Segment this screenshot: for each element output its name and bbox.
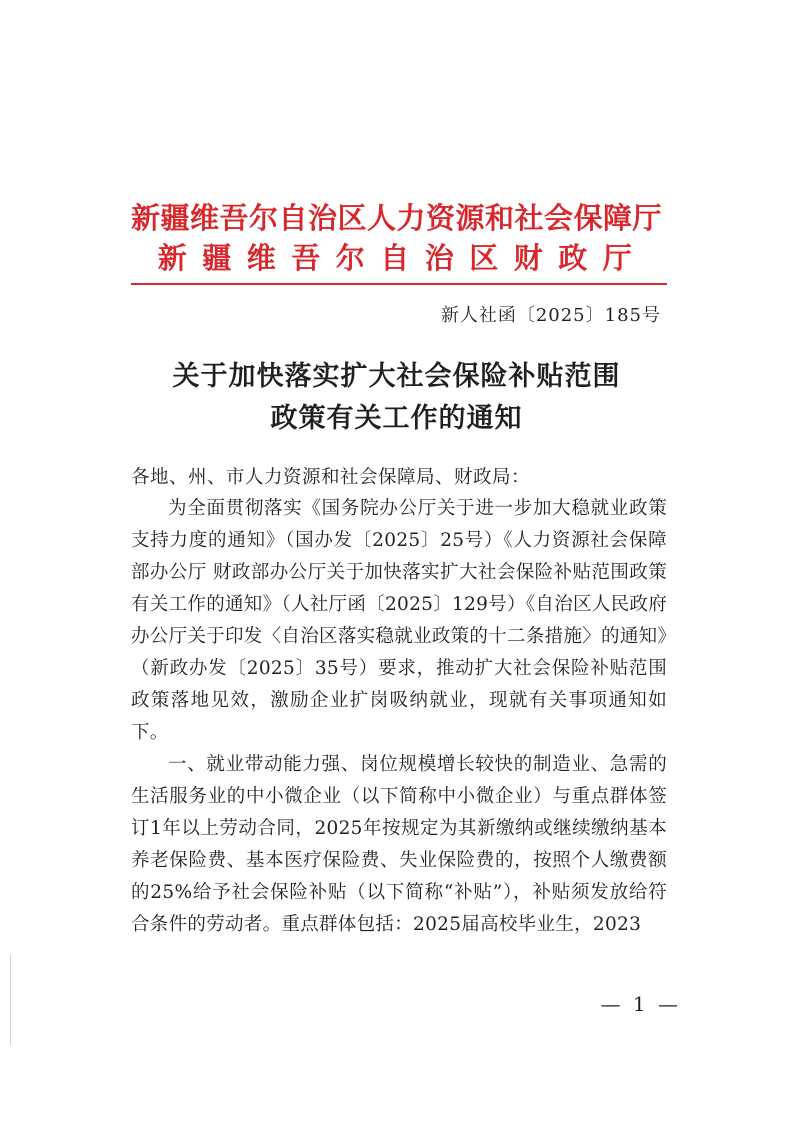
document-number: 新人社函〔2025〕185号: [440, 305, 661, 326]
issuer-line-2: 新疆维吾尔自治区财政厅: [157, 241, 648, 275]
issuer-line-1: 新疆维吾尔自治区人力资源和社会保障厅: [130, 201, 662, 235]
scan-edge-line: [10, 955, 11, 1045]
document-title-line-1: 关于加快落实扩大社会保险补贴范围: [172, 361, 621, 392]
red-separator-rule: [131, 283, 667, 285]
page-number: — 1 —: [600, 992, 681, 1016]
salutation: 各地、州、市人力资源和社会保障局、财政局：: [131, 467, 531, 488]
body-paragraph: 为全面贯彻落实《国务院办公厅关于进一步加大稳就业政策支持力度的通知》（国办发〔2025〕25号）《人力资源社会保障部办公厅 财政部办公厅关于加快落实扩大社会保险补贴范围政策有关工作的通知》（人社厅函〔2025〕129号）《自治区人民政府办公厅关于印发〈自治区落实稳就业政策的十二条措施〉的通知》（新政办发〔2025〕35号）要求，推动扩大社会保险补贴范围政策落地见效，激励企业扩岗吸纳就业，现就有关事项通知如下。: [131, 498, 667, 743]
body-paragraph: 一、就业带动能力强、岗位规模增长较快的制造业、急需的生活服务业的中小微企业（以下简称中小微企业）与重点群体签订1年以上劳动合同，2025年按规定为其新缴纳或继续缴纳基本养老保险费、基本医疗保险费、失业保险费的，按照个人缴费额的25%给予社会保险补贴（以下简称“补贴”），补贴须发放给符合条件的劳动者。重点群体包括：2025届高校毕业生，2023: [131, 754, 667, 935]
document-title-line-2: 政策有关工作的通知: [270, 403, 523, 434]
